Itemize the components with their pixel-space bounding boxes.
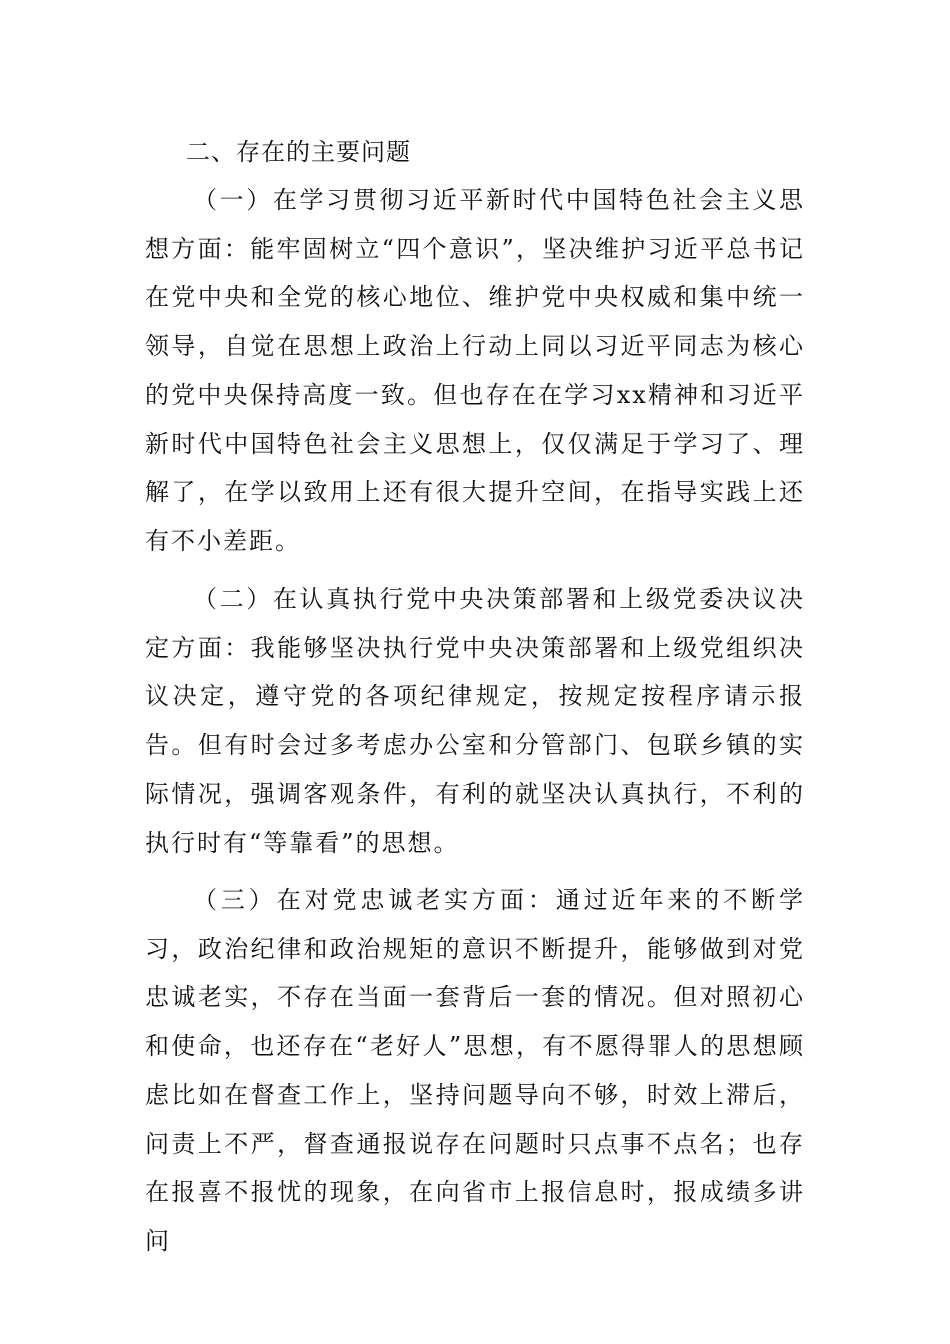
paragraph-2: （二）在认真执行党中央决策部署和上级党委决议决定方面：我能够坚决执行党中央决策部署和上级党组织决议决定，遵守党的各项纪律规定，按规定按程序请示报告。但有时会过多考虑办公室和分管部门、包联乡镇的实际情况，强调客观条件，有利的就坚决认真执行，不利的执行时有“等靠看”的思想。 [145, 585, 805, 857]
section-heading: 二、存在的主要问题 [186, 138, 411, 166]
paragraph-3: （三）在对党忠诚老实方面：通过近年来的不断学习，政治纪律和政治规矩的意识不断提升，能够做到对党忠诚老实，不存在当面一套背后一套的情况。但对照初心和使命，也还存在“老好人”思想，有不愿得罪人的思想顾虑比如在督查工作上，坚持问题导向不够，时效上滞后，问责上不严，督查通报说存在问题时只点事不点名；也存在报喜不报忧的现象，在向省市上报信息时，报成绩多讲问 [145, 886, 805, 1255]
paragraph-1: （一）在学习贯彻习近平新时代中国特色社会主义思想方面：能牢固树立“四个意识”，坚决维护习近平总书记在党中央和全党的核心地位、维护党中央权威和集中统一领导，自觉在思想上政治上行动上同以习近平同志为核心的党中央保持高度一致。但也存在在学习xx精神和习近平新时代中国特色社会主义思想上，仅仅满足于学习了、理解了，在学以致用上还有很大提升空间，在指导实践上还有不小差距。 [145, 186, 805, 555]
